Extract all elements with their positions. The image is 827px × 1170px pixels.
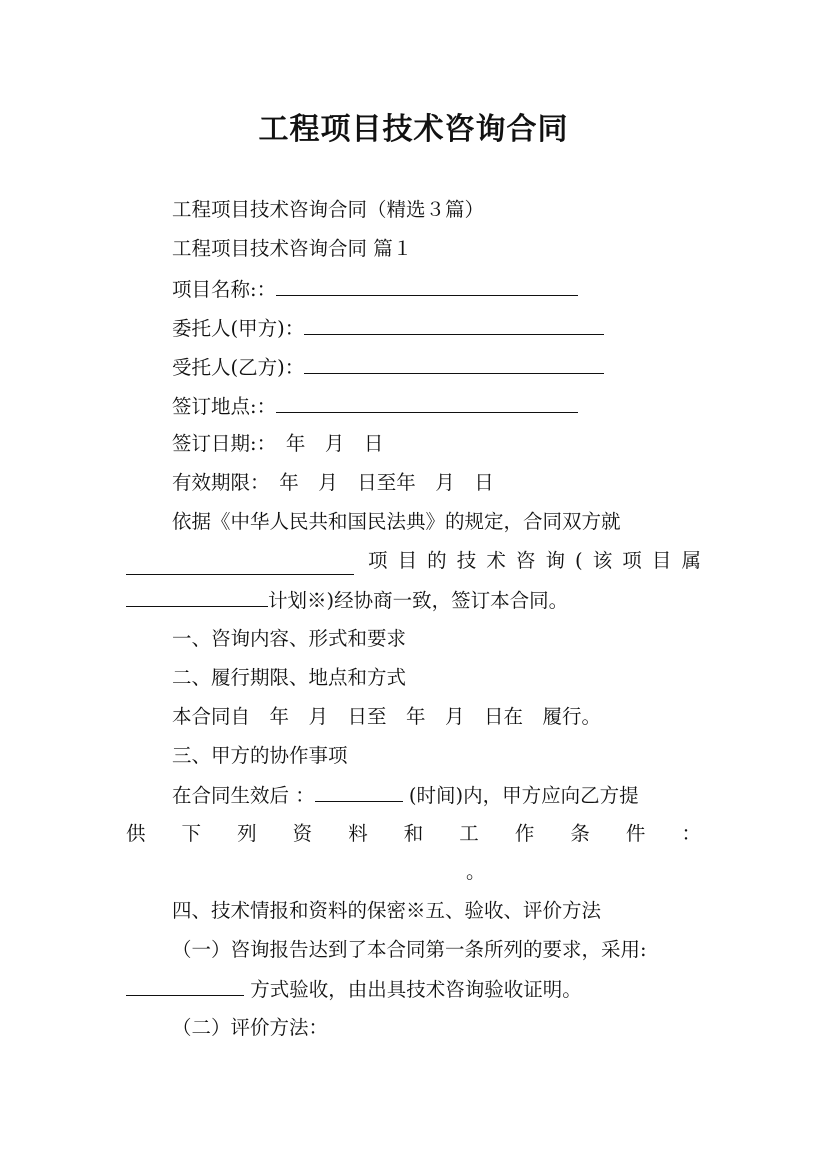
section-3-char: ： xyxy=(681,822,701,845)
intro-char: 技 xyxy=(456,549,477,572)
section-5-1b-line xyxy=(126,975,582,1004)
section-3-line-1-a: 在合同生效后 ： xyxy=(172,784,315,807)
section-3-char: 工 xyxy=(459,822,479,845)
section-5-1: （一）咨询报告达到了本合同第一条所列的要求，采用: xyxy=(172,938,647,961)
section-1-heading: 一、咨询内容、形式和要求 xyxy=(172,627,407,650)
sign-date-line: 签订日期:： 年 月 日 xyxy=(172,432,384,455)
section-5-2: （二）评价方法： xyxy=(172,1016,329,1039)
intro-line-3 xyxy=(126,586,568,615)
section-4-heading: 四、技术情报和资料的保密※五、验收、评价方法 xyxy=(172,899,602,922)
intro-line-3-text: 计划※)经协商一致，签订本合同。 xyxy=(268,589,569,612)
section-3-char: 资 xyxy=(292,822,313,845)
section-3-char: 列 xyxy=(237,822,257,845)
intro-char: 询 xyxy=(545,549,565,572)
section-3-char: 供 xyxy=(126,822,146,845)
section-3-line-3: 。 xyxy=(466,860,486,883)
validity-line: 有效期限： 年 月 日至年 月 日 xyxy=(172,471,494,494)
document-title: 工程项目技术咨询合同 xyxy=(258,112,569,147)
subtitle: 工程项目技术咨询合同（精选３篇） xyxy=(172,198,485,221)
project-blank xyxy=(126,554,354,575)
intro-char: 咨 xyxy=(515,549,536,572)
plan-blank xyxy=(126,586,268,607)
intro-char: 属 xyxy=(681,549,701,572)
contractor-label: 受托人(乙方)： xyxy=(172,356,305,379)
section-3-char: 和 xyxy=(403,822,424,845)
client-label: 委托人(甲方)： xyxy=(172,317,305,340)
project-name-label: 项目名称:： xyxy=(172,278,277,301)
section-2-text: 本合同自 年 月 日至 年 月 日在 履行。 xyxy=(172,705,602,728)
project-name-line xyxy=(172,275,578,304)
section-3-char: 料 xyxy=(348,822,368,845)
time-blank xyxy=(315,781,403,802)
project-name-blank xyxy=(276,275,578,296)
intro-char: 目 xyxy=(397,549,418,572)
client-line xyxy=(172,314,604,343)
client-blank xyxy=(304,314,604,335)
section-3-heading: 三、甲方的协作事项 xyxy=(172,744,348,767)
intro-char: 项 xyxy=(622,549,642,572)
section-2-heading: 二、履行期限、地点和方式 xyxy=(172,666,407,689)
intro-char: 项 xyxy=(368,549,388,572)
sign-place-blank xyxy=(276,392,578,413)
sign-place-label: 签订地点:： xyxy=(172,395,277,418)
contractor-blank xyxy=(304,353,604,374)
section-3-char: 件 xyxy=(625,822,646,845)
section-heading: 工程项目技术咨询合同 篇１ xyxy=(172,237,413,260)
intro-char: 术 xyxy=(486,549,506,572)
section-3-line-1-b: (时间)内，甲方应向乙方提 xyxy=(402,784,639,807)
intro-line-2 xyxy=(126,547,701,575)
section-5-1b: 方式验收，由出具技术咨询验收证明。 xyxy=(244,978,582,1001)
section-3-line-1 xyxy=(172,781,639,810)
section-3-char: 下 xyxy=(181,822,202,845)
intro-char: 的 xyxy=(427,549,447,572)
section-3-line-2 xyxy=(126,820,701,848)
sign-place-line xyxy=(172,392,578,421)
section-3-char: 条 xyxy=(570,822,590,845)
intro-char: 该 xyxy=(592,549,613,572)
section-3-char: 作 xyxy=(514,822,535,845)
method-blank xyxy=(126,975,244,996)
intro-line-1: 依据《中华人民共和国民法典》的规定，合同双方就 xyxy=(172,510,621,533)
intro-char: ( xyxy=(575,549,583,572)
intro-char: 目 xyxy=(651,549,672,572)
contractor-line xyxy=(172,353,604,382)
